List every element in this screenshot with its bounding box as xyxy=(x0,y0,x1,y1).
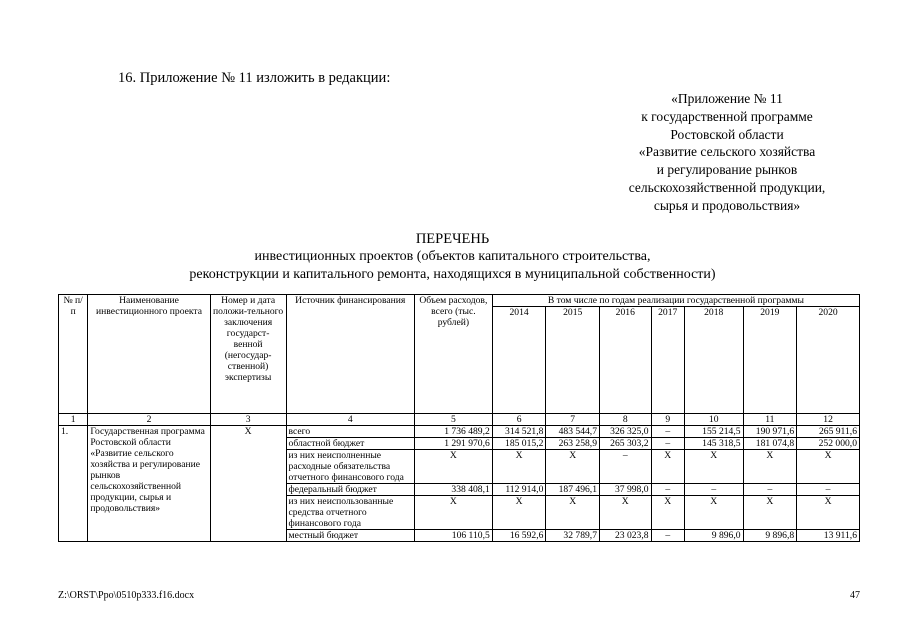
value-cell: Х xyxy=(492,496,546,530)
page-number: 47 xyxy=(850,590,860,601)
header-num: № п/п xyxy=(59,295,88,414)
value-cell: 32 789,7 xyxy=(546,530,600,542)
annex-line: «Развитие сельского хозяйства xyxy=(638,144,816,160)
column-number: 4 xyxy=(286,414,414,426)
value-cell: Х xyxy=(684,496,743,530)
header-source: Источник финансирования xyxy=(286,295,414,414)
intro-text: 16. Приложение № 11 изложить в редакции: xyxy=(118,70,391,86)
file-path: Z:\ORST\Ppo\0510p333.f16.docx xyxy=(58,590,195,601)
projects-table xyxy=(58,294,860,542)
header-year: 2016 xyxy=(599,307,651,414)
value-cell: 185 015,2 xyxy=(492,438,546,450)
value-cell: Х xyxy=(797,450,860,484)
value-cell: Х xyxy=(546,450,600,484)
value-cell: Х xyxy=(546,496,600,530)
column-number: 1 xyxy=(59,414,88,426)
column-number: 6 xyxy=(492,414,546,426)
value-cell: 1 291 970,6 xyxy=(414,438,492,450)
value-cell: – xyxy=(651,426,684,438)
annex-line: сырья и продовольствия» xyxy=(653,197,801,213)
value-cell: 112 914,0 xyxy=(492,484,546,496)
source-cell: из них неисполненные расходные обязательства отчетного финансового года xyxy=(286,450,414,484)
header-year: 2019 xyxy=(743,307,797,414)
value-cell: 265 911,6 xyxy=(797,426,860,438)
value-cell: 265 303,2 xyxy=(599,438,651,450)
value-cell: 1 736 489,2 xyxy=(414,426,492,438)
header-year: 2018 xyxy=(684,307,743,414)
header-year: 2015 xyxy=(546,307,600,414)
header-year: 2017 xyxy=(651,307,684,414)
source-cell: областной бюджет xyxy=(286,438,414,450)
value-cell: 155 214,5 xyxy=(684,426,743,438)
annex-line: Ростовской области xyxy=(670,126,784,142)
value-cell: 9 896,0 xyxy=(684,530,743,542)
document-heading xyxy=(0,230,905,283)
header-expertise: Номер и дата положи-тельного заключения государст-венной (негосудар-ственной) экспертизы xyxy=(210,295,286,414)
value-cell: 483 544,7 xyxy=(546,426,600,438)
value-cell: 9 896,8 xyxy=(743,530,797,542)
value-cell: Х xyxy=(743,450,797,484)
value-cell: Х xyxy=(414,496,492,530)
value-cell: Х xyxy=(684,450,743,484)
value-cell: 190 971,6 xyxy=(743,426,797,438)
value-cell: 252 000,0 xyxy=(797,438,860,450)
column-number: 3 xyxy=(210,414,286,426)
value-cell: 263 258,9 xyxy=(546,438,600,450)
value-cell: 338 408,1 xyxy=(414,484,492,496)
value-cell: Х xyxy=(797,496,860,530)
column-number: 12 xyxy=(797,414,860,426)
value-cell: – xyxy=(651,438,684,450)
value-cell: – xyxy=(684,484,743,496)
value-cell: 326 325,0 xyxy=(599,426,651,438)
header-volume: Объем расходов, всего (тыс. рублей) xyxy=(414,295,492,414)
value-cell: 106 110,5 xyxy=(414,530,492,542)
value-cell: 145 318,5 xyxy=(684,438,743,450)
value-cell: 23 023,8 xyxy=(599,530,651,542)
table-row xyxy=(59,426,860,438)
document-subtitle: реконструкции и капитального ремонта, находящихся в муниципальной собственности) xyxy=(189,266,716,282)
value-cell: Х xyxy=(492,450,546,484)
header-row xyxy=(59,295,860,307)
annex-line: «Приложение № 11 xyxy=(671,91,783,106)
annex-line: и регулирование рынков xyxy=(656,162,798,178)
column-number: 10 xyxy=(684,414,743,426)
value-cell: 181 074,8 xyxy=(743,438,797,450)
value-cell: Х xyxy=(414,450,492,484)
header-year: 2014 xyxy=(492,307,546,414)
value-cell: 16 592,6 xyxy=(492,530,546,542)
column-number: 9 xyxy=(651,414,684,426)
project-number: 1. xyxy=(59,426,88,542)
source-cell: всего xyxy=(286,426,414,438)
value-cell: – xyxy=(599,450,651,484)
value-cell: 37 998,0 xyxy=(599,484,651,496)
document-title: ПЕРЕЧЕНЬ xyxy=(415,231,490,247)
project-name: Государственная программа Ростовской области «Развитие сельского хозяйства и регулирование рынков сельскохозяйственной продукции, сырья и продовольствия» xyxy=(88,426,210,542)
column-number: 8 xyxy=(599,414,651,426)
annex-line: сельскохозяйственной продукции, xyxy=(628,179,826,195)
value-cell: Х xyxy=(651,496,684,530)
value-cell: – xyxy=(651,484,684,496)
value-cell: Х xyxy=(743,496,797,530)
header-years-group: В том числе по годам реализации государственной программы xyxy=(492,295,859,307)
value-cell: Х xyxy=(599,496,651,530)
column-number: 5 xyxy=(414,414,492,426)
value-cell: – xyxy=(797,484,860,496)
document-subtitle: инвестиционных проектов (объектов капитального строительства, xyxy=(254,249,651,264)
column-number: 2 xyxy=(88,414,210,426)
column-number-row xyxy=(59,414,860,426)
source-cell: из них неиспользованные средства отчетного финансового года xyxy=(286,496,414,530)
column-number: 11 xyxy=(743,414,797,426)
annex-line: к государственной программе xyxy=(641,108,813,124)
value-cell: 187 496,1 xyxy=(546,484,600,496)
value-cell: – xyxy=(743,484,797,496)
value-cell: 314 521,8 xyxy=(492,426,546,438)
source-cell: местный бюджет xyxy=(286,530,414,542)
project-expertise: Х xyxy=(210,426,286,542)
value-cell: Х xyxy=(651,450,684,484)
header-name: Наименование инвестиционного проекта xyxy=(88,295,210,414)
column-number: 7 xyxy=(546,414,600,426)
annex-header xyxy=(597,90,857,215)
header-year: 2020 xyxy=(797,307,860,414)
value-cell: – xyxy=(651,530,684,542)
source-cell: федеральный бюджет xyxy=(286,484,414,496)
value-cell: 13 911,6 xyxy=(797,530,860,542)
